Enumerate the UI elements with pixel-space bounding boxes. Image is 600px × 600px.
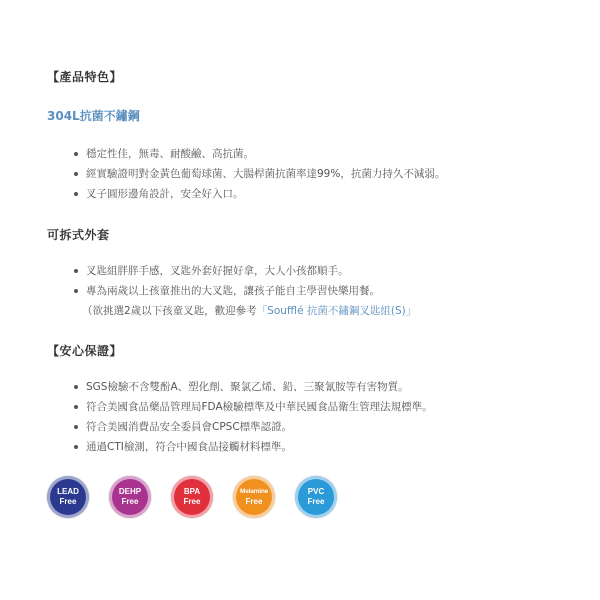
list-item: SGS檢驗不含雙酚A、塑化劑、聚氯乙烯、鉛、三聚氰胺等有害物質。: [70, 377, 433, 397]
bpa-free-badge: BPA Free: [171, 476, 213, 518]
features-list: [70, 144, 445, 204]
dehp-free-badge: DEHP Free: [109, 476, 151, 518]
list-item: 經實驗證明對金黃色葡萄球菌、大腸桿菌抗菌率達99%，抗菌力持久不減弱。: [70, 164, 445, 184]
lead-free-badge: LEAD Free: [47, 476, 89, 518]
list-item: 通過CTI檢測，符合中國食品接觸材料標準。: [70, 437, 433, 457]
list-item: 符合美國消費品安全委員會CPSC標準認證。: [70, 417, 433, 437]
section-title-features: 【產品特色】: [47, 70, 123, 84]
reference-note-text: （欲挑選2歲以下孩童叉匙，歡迎參考: [82, 305, 257, 317]
list-item: 叉子圓形邊角設計，安全好入口。: [70, 184, 445, 204]
list-item: 專為兩歲以上孩童推出的大叉匙，讓孩子能自主學習快樂用餐。: [70, 281, 416, 301]
cover-list: [70, 261, 416, 321]
pvc-free-badge: PVC Free: [295, 476, 337, 518]
melamine-free-badge: Melamine Free: [233, 476, 275, 518]
list-item: 穩定性佳，無毒、耐酸鹼、高抗菌。: [70, 144, 445, 164]
list-item: 符合美國食品藥品管理局FDA檢驗標準及中華民國食品衛生管理法規標準。: [70, 397, 433, 417]
reference-note: [70, 301, 416, 321]
safety-list: [70, 377, 433, 457]
list-item: 叉匙組胖胖手感，叉匙外套好握好拿，大人小孩都順手。: [70, 261, 416, 281]
material-subtitle: 304L抗菌不鏽鋼: [47, 109, 140, 123]
section-title-removable-cover: 可拆式外套: [47, 228, 110, 242]
section-title-safety: 【安心保證】: [47, 344, 123, 358]
free-badges: [47, 476, 337, 518]
reference-link[interactable]: 「Soufflé 抗菌不鏽鋼叉匙組(S)」: [256, 305, 417, 317]
